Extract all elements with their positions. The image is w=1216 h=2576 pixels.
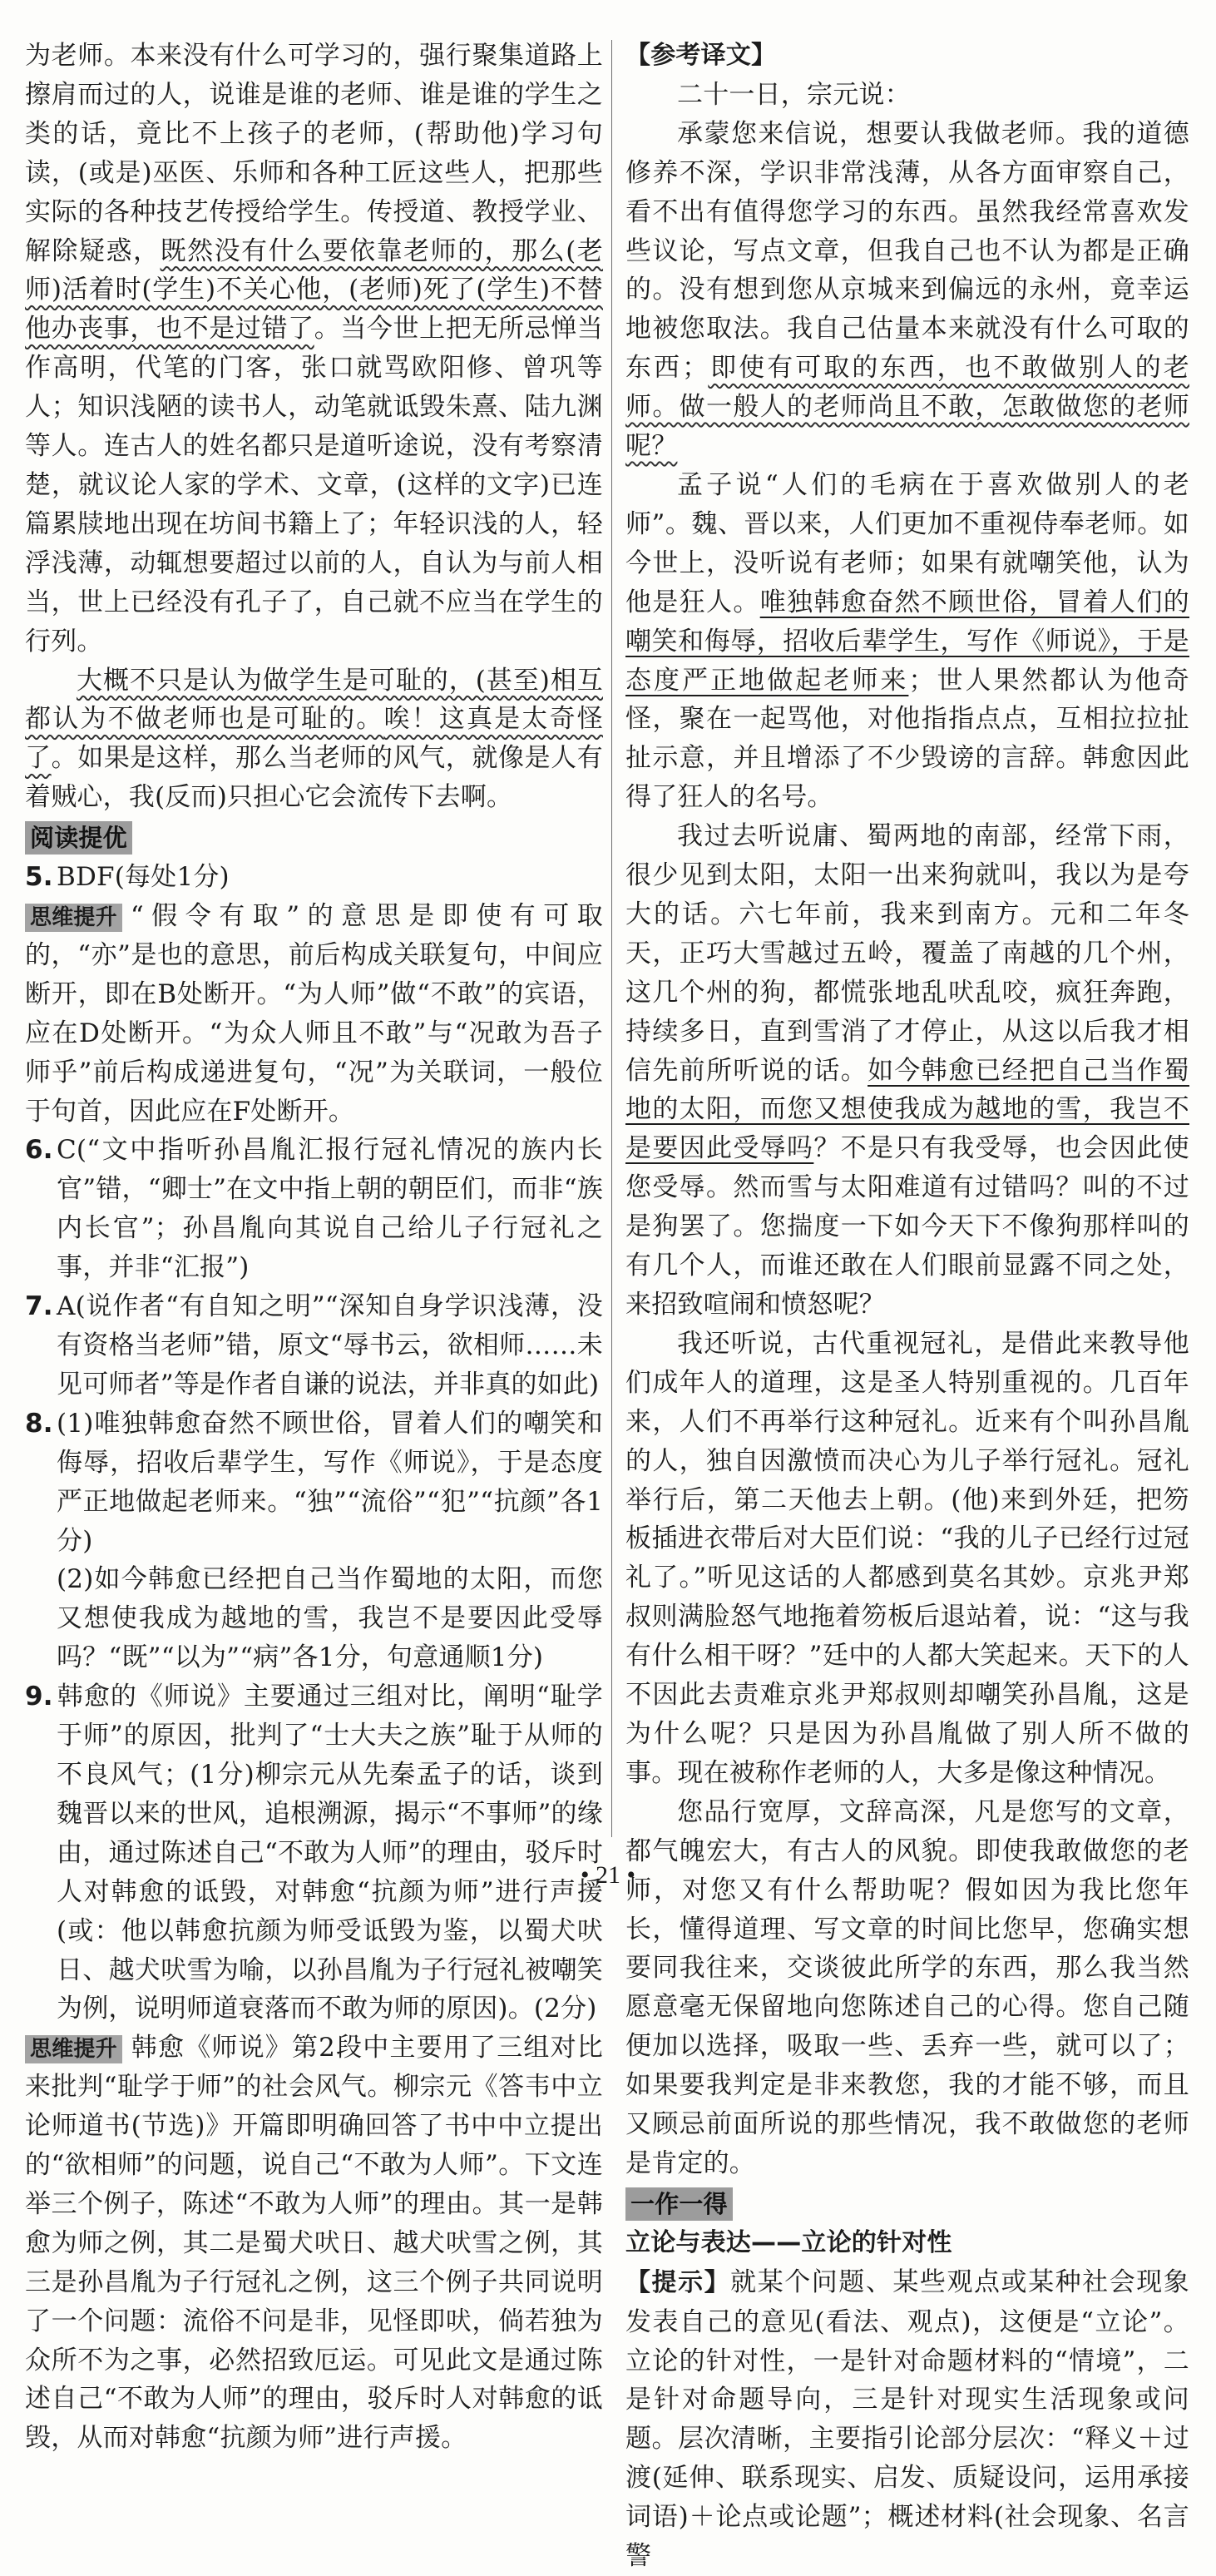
section-heading-writing: 一作一得 — [625, 2187, 733, 2221]
answer-item-8-part-2: (2)如今韩愈已经把自己当作蜀地的太阳，而您又想使我成为越地的雪，我岂不是要因此受辱吗？“既”“以为”“病”各1分，句意通顺1分) — [57, 1564, 603, 1673]
translation-paragraph: 孟子说“人们的毛病在于喜欢做别人的老师”。魏、晋以来，人们更加不重视侍奉老师。如今世上，没听说有老师；如果有就嘲笑他，认为他是狂人。唯独韩愈奋然不顾世俗，冒着人们的嘲笑和侮辱，招收后辈学生，写作《师说》，于是态度严正地做起老师来；世人果然都认为他奇怪，聚在一起骂他，对他指指点点，互相拉拉扯扯示意，并且增添了不少毁谤的言辞。韩愈因此得了狂人的名号。 — [625, 469, 1189, 813]
thinking-note: 思维提升 “假令有取”的意思是即使有可取的，“亦”是也的意思，前后构成关联复句，中间应断开，即在B处断开。“为人师”做“不敢”的宾语，应在D处断开。“为众人师且不敢”与“况敢为吾子师乎”前后构成递进复句，“况”为关联词，一般位于句首，因此应在F处断开。 — [25, 901, 603, 1127]
reference-translation-heading: 【参考译文】 — [625, 41, 777, 70]
translation-paragraph: 大概不只是认为做学生是可耻的，(甚至)相互都认为不做老师也是可耻的。唉！这真是太奇怪了。如果是这样，那么当老师的风气，就像是人有着贼心，我(反而)只担心它会流传下去啊。 — [25, 665, 603, 813]
translation-paragraph: 二十一日，宗元说： — [677, 79, 911, 110]
answer-item-6: 6. C(“文中指听孙昌胤汇报行冠礼情况的族内长官”错，“卿士”在文中指上朝的朝臣们，而非“族内长官”；孙昌胤向其说自己给儿子行冠礼之事，并非“汇报”) — [25, 1135, 603, 1283]
translation-paragraph: 我过去听说庸、蜀两地的南部，经常下雨，很少见到太阳，太阳一出来狗就叫，我以为是夸大的话。六七年前，我来到南方。元和二年冬天，正巧大雪越过五岭，覆盖了南越的几个州，这几个州的狗，都慌张地乱吠乱咬，疯狂奔跑，持续多日，直到雪消了才停止，从这以后我才相信先前所听说的话。如今韩愈已经把自己当作蜀地的太阳，而您又想使我成为越地的雪，我岂不是要因此受辱吗？不是只有我受辱，也会因此使您受辱。然而雪与太阳难道有过错吗？叫的不过是狗罢了。您揣度一下如今天下不像狗那样叫的有几个人，而谁还敢在人们眼前显露不同之处，来招致喧闹和愤怒呢？ — [625, 821, 1189, 1320]
translation-paragraph: 承蒙您来信说，想要认我做老师。我的道德修养不深，学识非常浅薄，从各方面审察自己，看不出有值得您学习的东西。虽然我经常喜欢发些议论，写点文章，但我自己也不认为都是正确的。没有想到您从京城来到偏远的永州，竟幸运地被您取法。我自己估量本来就没有什么可取的东西；即使有可取的东西，也不敢做别人的老师。做一般人的老师尚且不敢，怎敢做您的老师呢？ — [625, 118, 1189, 462]
answer-item-9: 9. 韩愈的《师说》主要通过三组对比，阐明“耻学于师”的原因，批判了“士大夫之族”耻于从师的不良风气；(1分)柳宗元从先秦孟子的话，谈到魏晋以来的世风，追根溯源，揭示“不事师”的缘由，通过陈述自己“不敢为人师”的理由，驳斥时人对韩愈的诋毁，对韩愈“抗颜为师”进行声援(或：他以韩愈抗颜为师受诋毁为鉴，以蜀犬吠日、越犬吠雪为喻，以孙昌胤为子行冠礼被嘲笑为例，说明师道衰落而不敢为师的原因)。(2分) — [25, 1682, 603, 2024]
wavy-underlined-text: 即使有可取的东西，也不敢做别人的老师。做一般人的老师尚且不敢，怎敢做您的老师呢？ — [625, 353, 1189, 462]
underlined-text: 如今韩愈已经把自己当作蜀地的太阳，而您又想使我成为越地的雪，我岂不是要因此受辱吗 — [625, 1055, 1189, 1164]
thinking-tag: 思维提升 — [25, 904, 122, 932]
translation-paragraph: 为老师。本来没有什么可学习的，强行聚集道路上擦肩而过的人，说谁是谁的老师、谁是谁的学生之类的话，竟比不上孩子的老师，(帮助他)学习句读，(或是)巫医、乐师和各种工匠这些人，把那些实际的各种技艺传授给学生。传授道、教授学业、解除疑惑，既然没有什么要依靠老师的，那么(老师)活着时(学生)不关心他，(老师)死了(学生)不替他办丧事，也不是过错了。当今世上把无所忌惮当作高明，代笔的门客，张口就骂欧阳修、曾巩等人；知识浅陋的读书人，动笔就诋毁朱熹、陆九渊等人。连古人的姓名都只是道听途说，没有考察清楚，就议论人家的学术、文章，(这样的文字)已连篇累牍地出现在坊间书籍上了；年轻识浅的人，轻浮浅薄，动辄想要超过以前的人，自认为与前人相当，世上已经没有孔子了，自己就不应当在学生的行列。 — [25, 41, 604, 656]
tip-paragraph: 【提示】就某个问题、某些观点或某种社会现象发表自己的意见(看法、观点)，这便是“立论”。立论的针对性，一是针对命题材料的“情境”，二是针对命题导向，三是针对现实生活现象或问题。层次清晰，主要指引论部分层次：“释义＋过渡(延伸、联系现实、启发、质疑设问，运用承接词语)＋论点或论题”；概述材料(社会现象、名言警 — [625, 2266, 1189, 2572]
wavy-underlined-text: 既然没有什么要依靠老师的，那么(老师)活着时(学生)不关心他，(老师)死了(学生)不替他办丧事，也不是过错了 — [25, 235, 604, 344]
page-number: • 21 • — [580, 1861, 635, 1889]
left-column — [25, 37, 603, 2458]
underlined-text: 唯独韩愈奋然不顾世俗，冒着人们的嘲笑和侮辱，招收后辈学生，写作《师说》，于是态度严正地做起老师来 — [625, 587, 1189, 696]
thinking-note: 思维提升 韩愈《师说》第2段中主要用了三组对比来批判“耻学于师”的社会风气。柳宗元《答韦中立论师道书(节选)》开篇即明确回答了书中中立提出的“欲相师”的问题，说自己“不敢为人师”。下文连举三个例子，陈述“不敢为人师”的理由。其一是韩愈为师之例，其二是蜀犬吠日、越犬吠雪之例，其三是孙昌胤为子行冠礼之例，这三个例子共同说明了一个问题：流俗不问是非，见怪即吠，倘若独为众所不为之事，必然招致厄运。可见此文是通过陈述自己“不敢为人师”的理由，驳斥时人对韩愈的诋毁，从而对韩愈“抗颜为师”进行声援。 — [25, 2033, 603, 2454]
section-heading-reading: 阅读提优 — [25, 821, 132, 855]
column-divider — [611, 40, 612, 1837]
wavy-underlined-text: 唉！这真是太奇怪了 — [25, 704, 603, 774]
answer-item-7: 7. A(说作者“有自知之明”“深知自身学识浅薄，没有资格当老师”错，原文“辱书云，欲相师……未见可师者”等是作者自谦的说法，并非真的如此) — [25, 1291, 603, 1399]
writing-subheading: 立论与表达——立论的针对性 — [625, 2227, 952, 2257]
answer-item-8: 8. (1)唯独韩愈奋然不顾世俗，冒着人们的嘲笑和侮辱，招收后辈学生，写作《师说》，于是态度严正地做起老师来。“独”“流俗”“犯”“抗颜”各1分) — [25, 1408, 603, 1556]
translation-paragraph: 您品行宽厚，文辞高深，凡是您写的文章，都气魄宏大，有古人的风貌。即使我敢做您的老师，对您又有什么帮助呢？假如因为我比您年长，懂得道理、写文章的时间比您早，您确实想要同我往来，交谈彼此所学的东西，那么我当然愿意毫无保留地向您陈述自己的心得。您自己随便加以选择，吸取一些、丢弃一些，就可以了；如果要我判定是非来教您，我的才能不够，而且又顾忌前面所说的那些情况，我不敢做您的老师是肯定的。 — [625, 1796, 1189, 2178]
wavy-underlined-text: 大概不只是认为做学生是可耻的，(甚至)相互都认为不做老师也是可耻的。 — [25, 665, 603, 735]
tip-label: 【提示】 — [625, 2267, 731, 2297]
thinking-tag: 思维提升 — [25, 2035, 122, 2063]
right-column — [625, 37, 1189, 2576]
answer-item-5: 5. BDF(每处1分) — [25, 862, 230, 893]
translation-paragraph: 我还听说，古代重视冠礼，是借此来教导他们成年人的道理，这是圣人特别重视的。几百年来，人们不再举行这种冠礼。近来有个叫孙昌胤的人，独自因激愤而决心为儿子举行冠礼。冠礼举行后，第二天他去上朝。(他)来到外廷，把笏板插进衣带后对大臣们说：“我的儿子已经行过冠礼了。”听见这话的人都感到莫名其妙。京兆尹郑叔则满脸怒气地拖着笏板后退站着，说：“这与我有什么相干呀？”廷中的人都大笑起来。天下的人不因此去责难京兆尹郑叔则却嘲笑孙昌胤，这是为什么呢？只是因为孙昌胤做了别人所不做的事。现在被称作老师的人，大多是像这种情况。 — [625, 1328, 1189, 1788]
